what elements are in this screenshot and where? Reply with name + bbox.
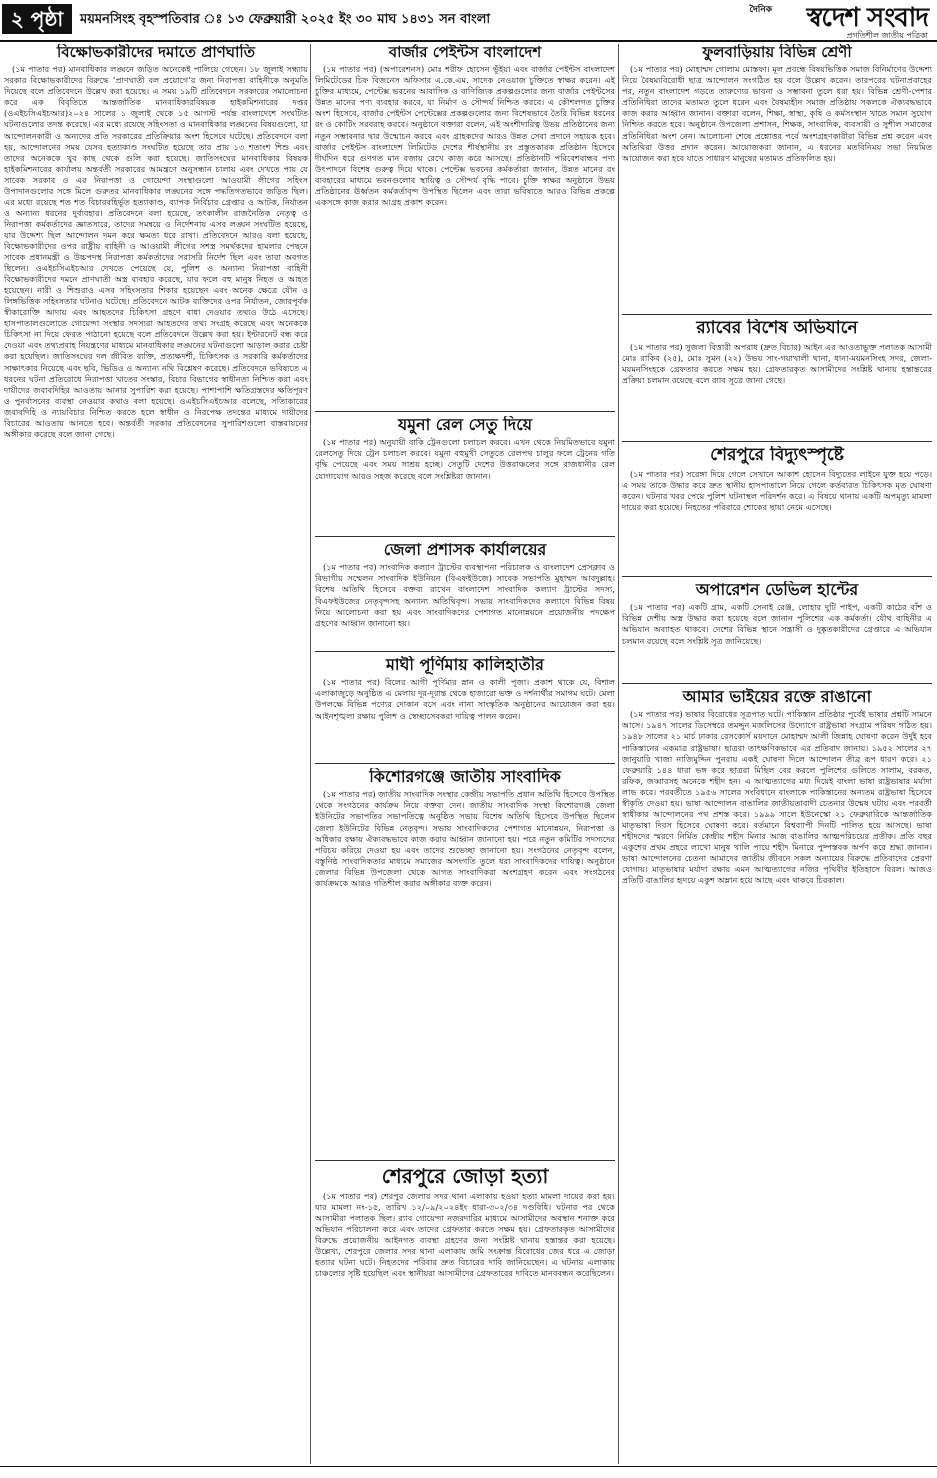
page-footer-rule: [0, 1466, 937, 1478]
story-dc-office: [315, 541, 615, 649]
story-fulbaria: [622, 44, 932, 312]
story-body: (১ম পাতার পর) অনুযায়ী বাকি ট্রেনগুলো চলাচল করবে। এখন থেকে নিয়মিতভাবে যমুনা রেলসেতু দিয়ে ট্রেন চলাচল করবে। যমুনা বহুমুখী সেতুতে রেলপথ চালুর ফলে ট্রেনের গতি বৃদ্ধি পেয়েছে এবং সময় সাশ্রয় হচ্ছে। সেতুটি দেশের উত্তরাঞ্চলের সঙ্গে রাজধানীর রেল যোগাযোগ আরও সহজ করেছে বলে সংশ্লিষ্টরা জানান।: [315, 437, 615, 481]
story-body: (১ম পাতার পর) বিলের আগী পূর্ণিমার স্নান ও কালী পূজা। প্রকাশ থাকে যে, বিশাল এলাকাজুড়ে অনুষ্ঠিত এ মেলায় দূর-দূরান্ত থেকে হাজারো ভক্ত ও দর্শনার্থীর সমাগম ঘটে। মেলা উপলক্ষে বিভিন্ন পণ্যের দোকান বসে এবং নানা সাংস্কৃতিক অনুষ্ঠানের আয়োজন করা হয়। আইনশৃঙ্খলা রক্ষায় পুলিশ ও স্বেচ্ছাসেবকরা দায়িত্ব পালন করেন।: [315, 677, 615, 721]
story-sherpur-murder: [315, 1165, 615, 1464]
story-divider: [315, 411, 615, 412]
story-body: (১ম পাতার পর) (অপারেশনস) মোঃ শরীফ হোসেন ভূঁইয়া এবং বার্জার পেইন্টস বাংলাদেশ লিমিটেডের চিফ বিজনেস অফিসার এ.কে.এম. সাদেক নেওয়াজ চুক্তিতে স্বাক্ষর করেন। এই চুক্তির মাধ্যমে, পেন্টেক্স ভবনের আবাসিক ও বাণিজ্যিক প্রকল্পগুলোর জন্য বার্জার পেইন্টসের উন্নত মানের পণ্য ব্যবহার করবে, যা নির্মাণ ও সৌন্দর্য নিশ্চিত করবে। এ কৌশলগত চুক্তির অংশ হিসেবে, বার্জার পেইন্টস পেন্টেক্সের প্রকল্পগুলোর জন্য বিশেষভাবে তৈরি বিভিন্ন ধরনের রং ও কোটিং সরবরাহ করবে। অনুষ্ঠানে বক্তারা বলেন, এই অংশীদারিত্ব উভয় প্রতিষ্ঠানের জন্য নতুন সম্ভাবনার দ্বার উন্মোচন করবে এবং গ্রাহকদের আরও উন্নত সেবা প্রদানে সহায়ক হবে। বার্জার পেইন্টস বাংলাদেশ লিমিটেড দেশের শীর্ষস্থানীয় রং প্রস্তুতকারক প্রতিষ্ঠান হিসেবে দীর্ঘদিন ধরে গুণগত মান বজায় রেখে কাজ করে আসছে। প্রতিষ্ঠানটি পরিবেশবান্ধব পণ্য উৎপাদনে বিশেষ গুরুত্ব দিয়ে থাকে। পেন্টেক্স ভবনের কর্মকর্তারা জানান, উন্নত মানের রং ব্যবহারের মাধ্যমে ভবনগুলোর স্থায়িত্ব ও সৌন্দর্য বৃদ্ধি পাবে। চুক্তি স্বাক্ষর অনুষ্ঠানে উভয় প্রতিষ্ঠানের ঊর্ধ্বতন কর্মকর্তাবৃন্দ উপস্থিত ছিলেন এবং তারা ভবিষ্যতে আরও বিভিন্ন প্রকল্পে একসঙ্গে কাজ করার আগ্রহ প্রকাশ করেন।: [315, 64, 615, 207]
page-number-tag: ২ পৃষ্ঠা: [2, 4, 72, 34]
column-right: [622, 44, 932, 1464]
column-divider: [618, 44, 619, 1464]
story-divider: [315, 1160, 615, 1161]
story-language-movement: [622, 688, 932, 1464]
story-divider: [622, 314, 932, 315]
story-kishoreganj: [315, 768, 615, 1158]
story-protest: [4, 44, 308, 1464]
story-body: (১ম পাতার পর) সুজলা বিত্তারী অপরাধ (দ্রুত বিচার) আইন এর আওতাভুক্ত পলাতক আসামী মোঃ রাকিব (২৫), মোঃ সুমন (২২) উভয় সাং-গয়াখালী থানা, ধানা-ময়মনসিংহ সদর, জেলা-ময়মনসিংহকে গ্রেফতার করতে সক্ষম হয়। গ্রেফতারকৃত আসামীদের সংশ্লিষ্ট থানায় হস্তান্তরের প্রক্রিয়া চলমান রয়েছে বলে র‌্যাব সূত্রে জানা গেছে।: [622, 341, 932, 385]
story-divider: [622, 441, 932, 442]
story-maghi: [315, 656, 615, 761]
headline: জেলা প্রশাসক কার্যালয়ের: [383, 541, 547, 559]
masthead: [0, 0, 937, 42]
story-divider: [622, 683, 932, 684]
logo-tagline: প্রগতিশীল জাতীয় পত্রিকা: [846, 31, 928, 40]
column-left: [4, 44, 308, 1464]
story-divider: [622, 576, 932, 577]
story-body: (১ম পাতার পর) ভাষার বিরোধের সূত্রপাত ঘটে। পাকিস্তান প্রতিষ্ঠার পূর্বেই ভাষার প্রশ্নটি সামনে আসে। ১৯৪৭ সালের ডিসেম্বরে তমদ্দুন মজলিসের উদ্যোগে রাষ্ট্রভাষা সংগ্রাম পরিষদ গঠিত হয়। ১৯৪৮ সালের ২১ মার্চ ঢাকার রেসকোর্স ময়দানে মোহাম্মদ আলী জিন্নাহ ঘোষণা করেন উর্দুই হবে পাকিস্তানের একমাত্র রাষ্ট্রভাষা। ছাত্ররা তাৎক্ষণিকভাবে এর প্রতিবাদ জানায়। ১৯৫২ সালের ২৭ জানুয়ারি খাজা নাজিমুদ্দিন পুনরায় একই ঘোষণা দিলে আন্দোলন তীব্র রূপ ধারণ করে। ২১ ফেব্রুয়ারি ১৪৪ ধারা ভঙ্গ করে ছাত্ররা মিছিল বের করলে পুলিশের গুলিতে সালাম, বরকত, রফিক, জব্বারসহ অনেকে শহীদ হন। এ আত্মত্যাগের মধ্য দিয়েই বাংলা ভাষা রাষ্ট্রভাষার মর্যাদা লাভ করে। পরবর্তীতে ১৯৫৬ সালের সংবিধানে বাংলাকে পাকিস্তানের অন্যতম রাষ্ট্রভাষা হিসেবে স্বীকৃতি দেওয়া হয়। ভাষা আন্দোলন বাঙালির জাতীয়তাবাদী চেতনার উন্মেষ ঘটায় এবং পরবর্তী স্বাধীকার আন্দোলনের পথ প্রশস্ত করে। ১৯৯৯ সালে ইউনেস্কো ২১ ফেব্রুয়ারিকে আন্তর্জাতিক মাতৃভাষা দিবস হিসেবে ঘোষণা করে। বর্তমানে বিশ্বব্যাপী দিনটি পালিত হয়ে আসছে। ভাষা শহীদদের স্মরণে নির্মিত কেন্দ্রীয় শহীদ মিনার আজ বাঙালির আত্মপরিচয়ের প্রতীক। প্রতি বছর একুশের প্রথম প্রহরে লাখো মানুষ খালি পায়ে শহীদ মিনারে পুষ্পস্তবক অর্পণ করে শ্রদ্ধা জানান। ভাষা আন্দোলনের চেতনা আমাদের জাতীয় জীবনে সকল অন্যায়ের বিরুদ্ধে প্রতিবাদের প্রেরণা যোগায়। মাতৃভাষার মর্যাদা রক্ষায় এমন আত্মত্যাগের নজির পৃথিবীর ইতিহাসে বিরল। আজও প্রতিটি বাঙালির হৃদয়ে একুশ অম্লান হয়ে আছে এবং থাকবে চিরকাল।: [622, 709, 932, 886]
story-sherpur-electrocution: [622, 446, 932, 574]
headline: ফুলবাড়িয়ায় বিভিন্ন শ্রেণী: [702, 44, 852, 61]
story-berger: [315, 44, 615, 409]
story-body: (১ম পাতার পর) মোহাম্মদ গোলাম মোস্তফা। মূল প্রবন্ধে বিষয়ভিত্তিক সমাজ বিনির্মাণের উদ্দেশ্য নিয়ে বৈষম্যবিরোধী ছাত্র আন্দোলন সংগঠিত হয় বলে উল্লেখ করেন। তারপরের ঘটনাপ্রবাহের পর, নতুন বাংলাদেশ গড়তে তারুণ্যের ভাবনা ও সম্ভাবনা তুলে ধরা হয়। বিভিন্ন শ্রেণী-পেশার প্রতিনিধিরা তাদের মতামত তুলে ধরেন এবং বৈষম্যহীন সমাজ প্রতিষ্ঠায় সকলকে ঐক্যবদ্ধভাবে কাজ করার আহ্বান জানান। বক্তারা বলেন, শিক্ষা, স্বাস্থ্য, কৃষি ও কর্মসংস্থান খাতে সমান সুযোগ নিশ্চিত করতে হবে। অনুষ্ঠানে উপজেলা প্রশাসন, শিক্ষক, সাংবাদিক, ব্যবসায়ী ও সুশীল সমাজের প্রতিনিধিরা অংশ নেন। আলোচনা শেষে প্রশ্নোত্তর পর্বে অংশগ্রহণকারীরা বিভিন্ন প্রশ্ন করেন এবং অতিথিরা উত্তর প্রদান করেন। আয়োজকরা জানান, এ ধরনের মতবিনিময় সভা নিয়মিত আয়োজন করা হবে যাতে সাধারণ মানুষের মতামত প্রতিফলিত হয়।: [622, 64, 932, 163]
headline: অপারেশন ডেভিল হান্টের: [695, 581, 859, 599]
date-line: ময়মনসিংহ বৃহস্পতিবার ঃ ১৩ ফেব্রুয়ারী ২০২৫ ইং ৩০ মাঘ ১৪৩১ সন বাংলা: [80, 12, 491, 27]
logo-title: স্বদেশ সংবাদ: [806, 3, 928, 33]
story-body: (১ম পাতার পর) সরেঙ্গা দিয়ে গেলে সেখানে আকাশ হোসেন বিদ্যুতের লাইনে যুক্ত হয়ে পড়ে। এ সময় তাকে উদ্ধার করে দ্রুত স্থানীয় হাসপাতালে নিয়ে গেলে কর্তব্যরত চিকিৎসক মৃত ঘোষণা করেন। ঘটনার খবর পেয়ে পুলিশ ঘটনাস্থল পরিদর্শন করে। এ বিষয়ে থানায় একটি অপমৃত্যু মামলা দায়ের করা হয়েছে। নিহতের পরিবারে শোকের ছায়া নেমে এসেছে।: [622, 468, 932, 512]
logo-daily-label: দৈনিক: [749, 5, 772, 15]
story-body: (১ম পাতার পর) একটি গ্রাম, একটি সেনাই রেঞ্জ, লোহার দুটি পাইপ, একটি কাঠের বাঁশ ও বিভিন্ন দেশীয় অস্ত্র উদ্ধার করা হয়েছে বলে জানান পুলিশের এক কর্মকর্তা। যৌথ বাহিনীর এ অভিযান অব্যাহত থাকবে। দেশের বিভিন্ন স্থানে সন্ত্রাসী ও দুষ্কৃতকারীদের গ্রেপ্তারে এ অভিযান চলমান রয়েছে বলে সংশ্লিষ্ট সূত্র জানিয়েছে।: [622, 602, 932, 646]
headline: কিশোরগঞ্জে জাতীয় সাংবাদিক: [369, 768, 561, 786]
story-body: (১ম পাতার পর) সাংবাদিক কল্যাণ ট্রাস্টের ব্যবস্থাপনা পরিচালক ও বাংলাদেশ প্রেসক্লাব ও বিভাগীয় সম্মেলন সাংবাদিক ইউনিয়ন (বিএফইউজে) সাবেক সভাপতি মুহাম্মদ আবদুল্লাহ। বিশেষ অতিথি হিসেবে বক্তব্য রাখেন বাংলাদেশ সাংবাদিক কল্যাণ ট্রাস্টের সদস্য, বিএফইউজের নেতৃবৃন্দসহ অন্যান্য অতিথিবৃন্দ। সভায় সাংবাদিকদের কল্যাণে বিভিন্ন বিষয় নিয়ে আলোচনা করা হয় এবং সাংবাদিকদের পেশাগত মানোন্নয়নে প্রয়োজনীয় পদক্ষেপ গ্রহণের আহ্বান জানানো হয়।: [315, 562, 615, 628]
story-rab: [622, 319, 932, 439]
headline: মাঘী পূর্ণিমায় কালিহাতীর: [386, 656, 544, 674]
headline: বার্জার পেইন্টস বাংলাদেশ: [388, 44, 542, 61]
story-body: (১ম পাতার পর) শেরপুর জেলার সদর থানা এলাকায় হওয়া হত্যা মামলা দায়ের করা হয়। যার মামলা নং-১৫, তারিখ ১২/০৯/২০২৪ইং ধারা-৩০২/৩৪ দণ্ডবিধি। ঘটনার পর থেকে আসামীরা পলাতক ছিল। র‌্যাব গোয়েন্দা নজরদারির মাধ্যমে আসামীদের অবস্থান শনাক্ত করে অভিযান পরিচালনা করে এবং তাদের গ্রেফতার করতে সক্ষম হয়। গ্রেফতারকৃত আসামীদের বিরুদ্ধে প্রয়োজনীয় আইনগত ব্যবস্থা গ্রহণের জন্য সংশ্লিষ্ট থানায় হস্তান্তর করা হয়েছে। উল্লেখ্য, শেরপুরে জেলার সদর থানা এলাকায় জমি সংক্রান্ত বিরোধের জের ধরে এ জোড়া হত্যার ঘটনা ঘটে। নিহতদের পরিবার দ্রুত বিচারের দাবি জানিয়েছেন। এ ঘটনায় এলাকায় চাঞ্চল্যের সৃষ্টি হয়েছিল এবং স্থানীয়রা আসামীদের গ্রেফতারের দাবিতে মানববন্ধন করেছিলেন।: [315, 1191, 615, 1279]
headline: শেরপুরে বিদ্যুৎস্পৃষ্টে: [710, 446, 844, 465]
headline: র‌্যাবের বিশেষ অভিযানে: [696, 319, 858, 338]
story-body: (১ম পাতার পর) জাতীয় সাংবাদিক সংস্থার কেন্দ্রীয় সভাপতি প্রধান অতিথি হিসেবে উপস্থিত থেকে সংগঠনের কার্যক্রম নিয়ে বক্তব্য দেন। জাতীয় সাংবাদিক সংস্থা কিশোরগঞ্জ জেলা ইউনিটের সভাপতির সভাপতিত্বে অনুষ্ঠিত সভায় বিশেষ অতিথি হিসেবে উপস্থিত ছিলেন জেলা ইউনিটের বিভিন্ন নেতৃবৃন্দ। সভায় সাংবাদিকদের পেশাগত মানোন্নয়ন, নিরাপত্তা ও অধিকার রক্ষায় ঐক্যবদ্ধভাবে কাজ করার আহ্বান জানানো হয়। পরে নতুন কমিটির সদস্যদের পরিচয় করিয়ে দেওয়া হয় এবং তাদের শুভেচ্ছা জানানো হয়। সংগঠনের নেতৃবৃন্দ বলেন, বস্তুনিষ্ঠ সাংবাদিকতার মাধ্যমে সমাজের অসংগতি তুলে ধরা সাংবাদিকদের দায়িত্ব। অনুষ্ঠানে জেলার বিভিন্ন উপজেলা থেকে আগত সাংবাদিকরা অংশগ্রহণ করেন এবং সংগঠনের কার্যক্রমকে আরও গতিশীল করার অঙ্গীকার ব্যক্ত করেন।: [315, 789, 615, 888]
story-divider: [315, 536, 615, 537]
story-body: (১ম পাতার পর) মানবাধিকার লঙ্ঘনে জড়িত অনেকেই পালিয়ে গেছেন। ১৮ জুলাই সন্ধ্যায় সরকার বিক্ষোভকারীদের বিরুদ্ধে ‘প্রাণঘাতী বল প্রয়োগে’র জন্য নিরাপত্তা বাহিনীকে অনুমতি দিয়েছে বলে প্রতিবেদনে উল্লেখ করা হয়েছে। এ সময় ১৯টি প্রতিবেদনে সরকারের সমালোচনা করে এক বিবৃতিতে আন্তর্জাতিক মানবাধিকারবিষয়ক হাইকমিশনারের দপ্তর (ওএইচসিএইচআর)২০২৪ সালের ১ জুলাই থেকে ১৫ আগস্ট পর্যন্ত বাংলাদেশে সংঘটিত ঘটনাগুলোর তদন্ত করেছে। এর মধ্যে রয়েছে সহিংসতা ও মানবাধিকার লঙ্ঘনের বিষয়গুলো, যা আন্দোলনকারী ও অন্যদের প্রতি সরকারের প্রতিক্রিয়ার অংশ হিসেবে ঘটেছে। প্রতিবেদনে বলা হয়, আন্দোলনের সময় যেসব হত্যাকাণ্ড সংঘটিত হয়েছে তার প্রায় ১৩ শতাংশ শিশু এবং তাদের অনেককে খুব কাছ থেকে গুলি করা হয়েছে। জাতিসংঘের মানবাধিকার বিষয়ক হাইকমিশনারের কার্যালয় অন্তর্বর্তী সরকারের আমন্ত্রণে অনুসন্ধান চালায় এবং দেখতে পায় যে সাবেক সরকার ও এর নিরাপত্তা ও গোয়েন্দা সংস্থাগুলো আওয়ামী লীগের সহিংস উপাদানগুলোর সঙ্গে মিলে গুরুতর মানবাধিকার লঙ্ঘনের সঙ্গে পদ্ধতিগতভাবে জড়িত ছিল। এর মধ্যে রয়েছে শত শত বিচারবহির্ভূত হত্যাকাণ্ড, ব্যাপক নির্বিচার গ্রেপ্তার ও আটক, নির্যাতন ও অন্যান্য ধরনের দুর্ব্যবহার। প্রতিবেদনে বলা হয়েছে, তৎকালীন রাজনৈতিক নেতৃত্ব ও নিরাপত্তা কর্মকর্তাদের জ্ঞাতসারে, তাদের সমন্বয়ে ও নির্দেশনায় এসব লঙ্ঘন সংঘটিত হয়েছে, যার উদ্দেশ্য ছিল আন্দোলন দমন করে ক্ষমতা ধরে রাখা। প্রতিবেদনে আরও বলা হয়েছে, বিক্ষোভকারীদের ওপর রাষ্ট্রীয় বাহিনী ও আওয়ামী লীগের সশস্ত্র সমর্থকদের হামলার পেছনে সাবেক প্রধানমন্ত্রী ও উচ্চপদস্থ নিরাপত্তা কর্মকর্তাদের সরাসরি নির্দেশ ছিল এবং তারা অবগত ছিলেন। ওএইচসিএইচআর দেখতে পেয়েছে যে, পুলিশ ও অন্যান্য নিরাপত্তা বাহিনী বিক্ষোভকারীদের দমনে প্রাণঘাতী অস্ত্র ব্যবহার করেছে, যার ফলে বহু মানুষ নিহত ও আহত হয়েছেন। নারী ও শিশুরাও এসব সহিংসতার শিকার হয়েছেন এবং অনেক ক্ষেত্রে যৌন ও লিঙ্গভিত্তিক সহিংসতার ঘটনাও ঘটেছে। প্রতিবেদনে আটক ব্যক্তিদের ওপর নির্যাতন, জোরপূর্বক স্বীকারোক্তি আদায় এবং আহতদের চিকিৎসা গ্রহণে বাধা দেওয়ার তথ্যও উঠে এসেছে। হাসপাতালগুলোতে গোয়েন্দা সংস্থার সদস্যরা আহতদের তথ্য সংগ্রহ করেছে এবং অনেককে চিকিৎসা না দিয়ে ফেরত পাঠানো হয়েছে বলে প্রতিবেদনে উল্লেখ করা হয়। ইন্টারনেট বন্ধ করে দেওয়া এবং তথ্যপ্রবাহ নিয়ন্ত্রণের মাধ্যমে মানবাধিকার লঙ্ঘনের ঘটনাগুলো আড়াল করার চেষ্টা করা হয়েছিল। জাতিসংঘের দল জীবিত ব্যক্তি, প্রত্যক্ষদর্শী, চিকিৎসক ও সরকারি কর্মকর্তাদের সাক্ষাৎকার নিয়েছে এবং ছবি, ভিডিও ও অন্যান্য নথি বিশ্লেষণ করেছে। প্রতিবেদনে ভবিষ্যতে এ ধরনের ঘটনা প্রতিরোধে নিরাপত্তা খাতের সংস্কার, বিচার বিভাগের স্বাধীনতা নিশ্চিত করা এবং দায়ীদের জবাবদিহির আওতায় আনার সুপারিশ করা হয়েছে। পাশাপাশি ক্ষতিগ্রস্তদের ক্ষতিপূরণ ও পুনর্বাসনের ব্যবস্থা নেওয়ার কথাও বলা হয়েছে। ওএইচসিএইচআর বলেছে, সত্যিকারের জবাবদিহি ও ন্যায়বিচার নিশ্চিত করতে হলে স্বাধীন ও নিরপেক্ষ তদন্তের মাধ্যমে দায়ীদের বিচারের আওতায় আনতে হবে। অন্তর্বর্তী সরকার প্রতিবেদনের সুপারিশগুলো বাস্তবায়নের অঙ্গীকার করেছে বলে জানা গেছে।: [4, 64, 308, 439]
headline: শেরপুরে জোড়া হত্যা: [381, 1165, 549, 1188]
story-divider: [315, 651, 615, 652]
headline: আমার ভাইয়ের রক্তে রাঙানো: [682, 688, 872, 706]
story-divider: [315, 763, 615, 764]
story-jamuna: [315, 416, 615, 534]
headline: বিক্ষোভকারীদের দমাতে প্রাণঘাতি: [57, 44, 255, 61]
story-devil-hunt: [622, 581, 932, 681]
headline: যমুনা রেল সেতু দিয়ে: [397, 416, 533, 434]
column-divider: [310, 44, 311, 1464]
newspaper-logo: [700, 2, 932, 38]
column-middle: [315, 44, 615, 1464]
